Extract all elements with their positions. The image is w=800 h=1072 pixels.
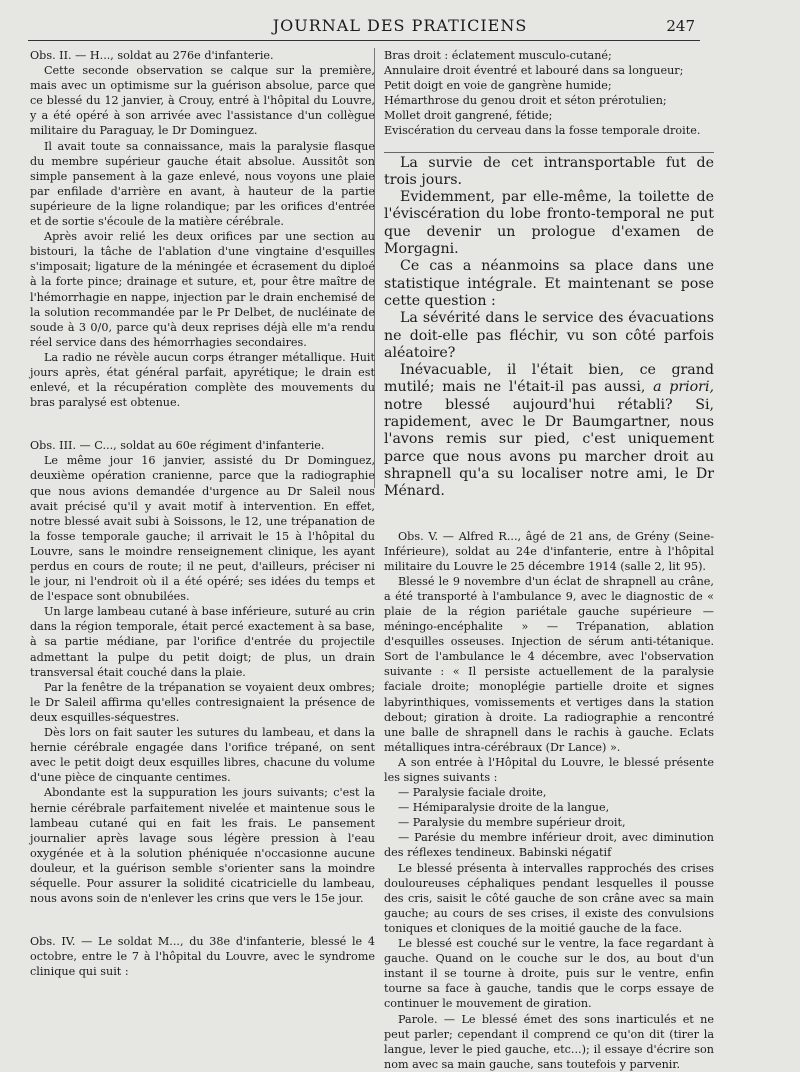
injury-list-item: Mollet droit gangrené, fétide; <box>384 109 553 123</box>
commentary-paragraph <box>384 362 714 500</box>
obs3-paragraph: Abondante est la suppuration les jours suivants; c'est la hernie cérébrale parfaitement nivelée et maintenue sous le lambeau cutané qui en fait les frais. Le pansement journalier après lavage sous légère pression à l'eau oxygénée et à la solution phéniquée n'occasionne aucune douleur, et la guérison semble s'orienter sans la moindre séquelle. Pour assurer la solidité cicatricielle du lambeau, nous avons soin de n'enlever les crins que vers le 15e jour. <box>30 786 375 906</box>
left-column <box>30 48 375 979</box>
obs5-paragraph: Blessé le 9 novembre d'un éclat de shrapnell au crâne, a été transporté à l'ambulance 9, avec le diagnostic de « plaie de la région pariétale gauche supérieure — méningo-encéphalite » — Trépanation, ablation d'esquilles osseuses. Injection de sérum anti-tétanique. Sort de l'ambulance le 4 décembre, avec l'observation suivante : « Il persiste actuellement de la paralysie faciale droite; monoplégie partielle droite et signes labyrinthiques, vomissements et vertiges dans la station debout; giration à droite. La radiographie a rencontré une balle de shrapnell dans le rachis à gauche. Eclats métalliques intra-cérébraux (Dr Lance) ». <box>384 574 714 754</box>
injury-list-item: Annulaire droit éventré et labouré dans sa longueur; <box>384 64 684 78</box>
injury-list-item: Eviscération du cerveau dans la fosse temporale droite. <box>384 124 701 138</box>
page-number: 247 <box>666 17 695 35</box>
obs2-paragraph: Cette seconde observation se calque sur la première, mais avec un optimisme sur la guérison absolue, parce que ce blessé du 12 janvier, à Crouy, entré à l'hôpital du Louvre, y a été opéré à son arrivée avec l'assistance d'un collègue militaire du Paraguay, le Dr Dominguez. <box>30 64 375 138</box>
sign-item: — Parésie du membre inférieur droit, avec diminution des réflexes tendineux. Babinski négatif <box>384 831 714 860</box>
running-title: JOURNAL DES PRATICIENS <box>272 16 528 35</box>
obs5-paragraph: Le blessé est couché sur le ventre, la face regardant à gauche. Quand on le couche sur le dos, au bout d'un instant il se tourne à droite, puis sur le ventre, enfin tourne sa face à gauche, tandis que le corps essaye de continuer le mouvement de giration. <box>384 937 714 1011</box>
injury-list-item: Hémarthrose du genou droit et séton prérotulien; <box>384 94 667 108</box>
obs2-paragraph: Il avait toute sa connaissance, mais la paralysie flasque du membre supérieur gauche était absolue. Aussitôt son simple pansement à la gaze enlevé, nous voyons une plaie par enfilade d'arrière en avant, à hauteur de la partie supérieure de la ligne rolandique; par les orifices d'entrée et de sortie s'écoule de la matière cérébrale. <box>30 139 375 229</box>
commentary-paragraph: La sévérité dans le service des évacuations ne doit-elle pas fléchir, vu son côté parfois aléatoire? <box>384 310 714 361</box>
obs3-paragraph: Par la fenêtre de la trépanation se voyaient deux ombres; le Dr Saleil affirma qu'elles contresignaient la présence de deux esquilles-séquestres. <box>30 680 375 724</box>
commentary-italic: a priori, <box>653 379 715 396</box>
spacer <box>30 906 375 934</box>
commentary-paragraph: Ce cas a néanmoins sa place dans une statistique intégrale. Et maintenant se pose cette question : <box>384 258 714 309</box>
header-rule <box>28 40 700 41</box>
commentary-text: Inévacuable, il l'était bien, ce grand mutilé; mais ne l'était-il pas aussi, <box>384 362 714 396</box>
right-column <box>384 48 714 1072</box>
obs5-paragraph: A son entrée à l'Hôpital du Louvre, le blessé présente les signes suivants : <box>384 755 714 784</box>
obs5-title: Obs. V. — Alfred R..., âgé de 21 ans, de Grény (Seine-Inférieure), soldat au 24e d'infanterie, entre à l'hôpital militaire du Louvre le 25 décembre 1914 (salle 2, lit 95). <box>384 529 714 573</box>
commentary-text: notre blessé aujourd'hui rétabli? Si, rapidement, avec le Dr Baumgartner, nous l'avons remis sur pied, c'est uniquement parce que nous avons pu marcher droit au shrapnell qu'a su localiser notre ami, le Dr Ménard. <box>384 396 714 500</box>
spacer <box>384 501 714 529</box>
obs3-paragraph: Un large lambeau cutané à base inférieure, suturé au crin dans la région temporale, était percé exactement à sa base, à sa partie médiane, par l'orifice d'entrée du projectile admettant la pulpe du petit doigt; de plus, un drain transversal était couché dans la plaie. <box>30 605 375 679</box>
injury-list-item: Bras droit : éclatement musculo-cutané; <box>384 49 612 62</box>
spacer <box>384 139 714 155</box>
obs5-paragraph: Le blessé présenta à intervalles rapprochés des crises douloureuses céphaliques pendant lesquelles il pousse des cris, saisit le côté gauche de son crâne avec sa main gauche; au cours de ses crises, il existe des convulsions toniques et cloniques de la moitié gauche de la face. <box>384 861 714 935</box>
obs2-title: Obs. II. — H..., soldat au 276e d'infanterie. <box>30 49 274 62</box>
obs2-paragraph: Après avoir relié les deux orifices par une section au bistouri, la tâche de l'ablation d'une vingtaine d'esquilles s'imposait; ligature de la méningée et écrasement du diploé à la forte pince; drainage et suture, et, pour être maître de l'hémorrhagie en nappe, injection par le drain enchemisé de la solution recommandée par le Pr Delbet, de nucléinate de soude à 3 0/0, parce qu'à deux reprises déjà elle m'a rendu réel service dans des hémorrhagies secondaires. <box>30 230 375 349</box>
obs5-paragraph: Parole. — Le blessé émet des sons inarticulés et ne peut parler; cependant il comprend ce qu'on dit (tirer la langue, lever le pied gauche, etc...); il essaye d'écrire son nom avec sa main gauche, sans toutefois y parvenir. <box>384 1012 714 1071</box>
sign-item: — Paralysie du membre supérieur droit, <box>398 816 626 830</box>
commentary-block <box>384 155 714 501</box>
sign-item: — Hémiparalysie droite de la langue, <box>398 801 610 815</box>
commentary-paragraph: La survie de cet intransportable fut de trois jours. <box>384 154 714 188</box>
obs3-paragraph: Dès lors on fait sauter les sutures du lambeau, et dans la hernie cérébrale engagée dans l'orifice trépané, on sent avec le petit doigt deux esquilles libres, chacune du volume d'une pièce de cinquante centimes. <box>30 726 375 785</box>
obs2-paragraph: La radio ne révèle aucun corps étranger métallique. Huit jours après, état général parfait, apyrétique; le drain est enlevé, et la récupération complète des mouvements du bras paralysé est obtenue. <box>30 350 375 410</box>
sign-item: — Paralysie faciale droite, <box>398 786 547 800</box>
obs3-title: Obs. III. — C..., soldat au 60e régiment d'infanterie. <box>30 439 325 453</box>
obs4-title: Obs. IV. — Le soldat M..., du 38e d'infanterie, blessé le 4 octobre, entre le 7 à l'hôpital du Louvre, avec le syndrome clinique qui suit : <box>30 935 375 979</box>
obs3-paragraph: Le même jour 16 janvier, assisté du Dr Dominguez, deuxième opération cranienne, parce que la radiographie que nous avions demandée d'urgence au Dr Saleil nous avait précisé qu'il y avait motif à intervention. En effet, notre blessé avait subi à Soissons, le 12, une trépanation de la fosse temporale gauche; il arrivait le 15 à l'hôpital du Louvre, sans le moindre renseignement clinique, les ayant perdus en cours de route; il ne peut, d'ailleurs, préciser ni le jour, ni l'endroit où il a été opéré; ses idées du temps et de l'espace sont obnubilées. <box>30 454 375 604</box>
page-header <box>0 16 800 40</box>
spacer <box>30 410 375 438</box>
injury-list-item: Petit doigt en voie de gangrène humide; <box>384 79 612 93</box>
commentary-paragraph: Evidemment, par elle-même, la toilette de l'éviscération du lobe fronto-temporal ne put que devenir un prologue d'examen de Morgagni. <box>384 189 714 258</box>
